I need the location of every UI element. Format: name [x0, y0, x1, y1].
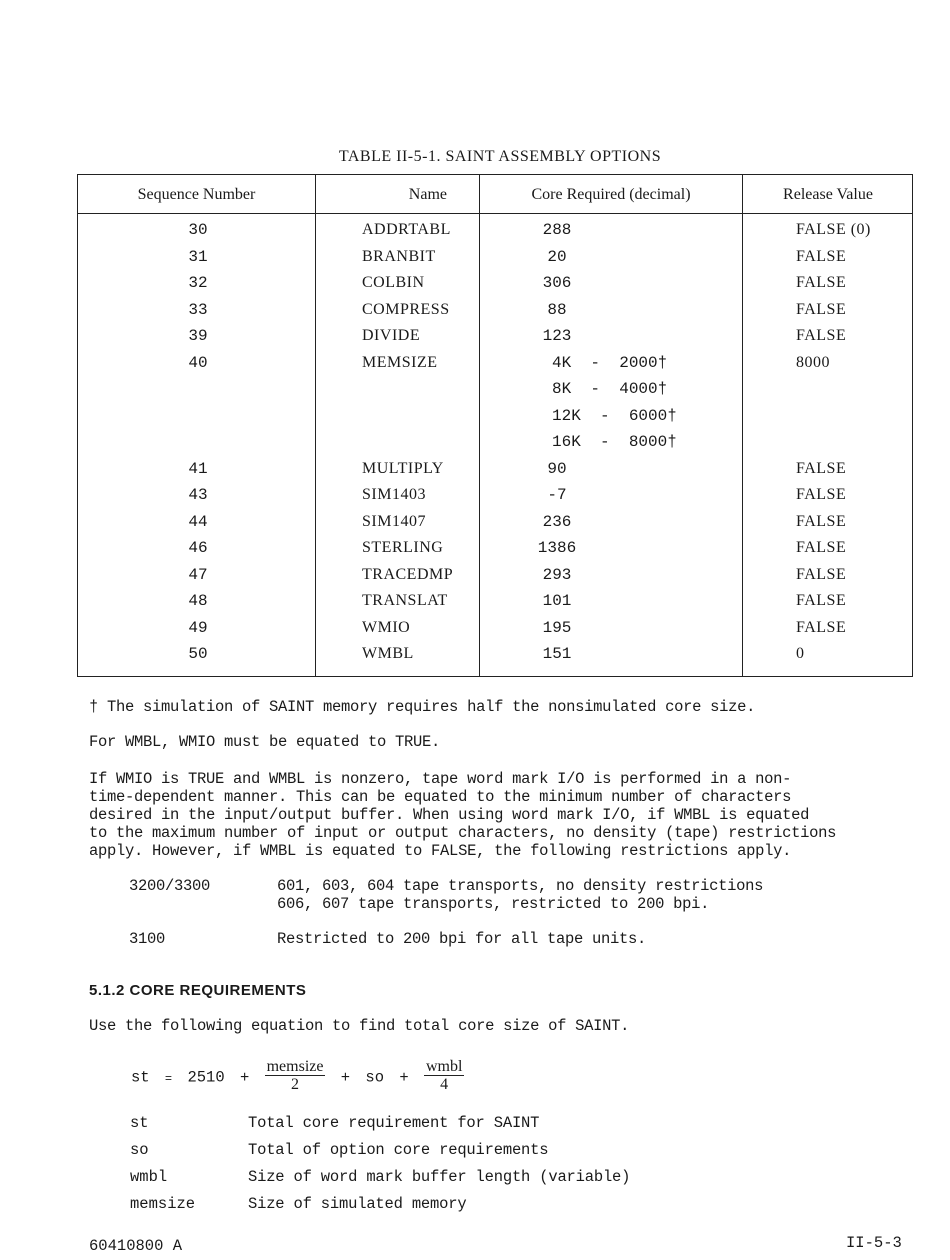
cell-sequence-number: 43 — [188, 486, 208, 504]
cell-sequence-number: 44 — [188, 512, 208, 531]
header-name: Name — [408, 186, 447, 203]
cell-release-value: FALSE — [796, 565, 847, 583]
cell-core-required: 306 — [542, 274, 572, 292]
fraction-denominator: 2 — [291, 1076, 300, 1093]
cell-sequence-number: 47 — [188, 565, 208, 584]
header-core-required: Core Required (decimal) — [531, 186, 691, 203]
cell-core-required: 20 — [547, 247, 567, 266]
equation-plus: + — [340, 1068, 351, 1087]
document-number: 60410800 A — [89, 1237, 183, 1255]
cell-release-value: FALSE — [796, 592, 847, 609]
restriction-model: 3200/3300 — [129, 877, 211, 895]
core-equation — [131, 1060, 464, 1095]
cell-release-value: 0 — [796, 645, 805, 662]
cell-release-value: FALSE — [796, 274, 847, 291]
column-divider — [315, 175, 316, 676]
restriction-detail — [277, 877, 917, 913]
definition-term: memsize — [130, 1195, 196, 1213]
cell-name: WMIO — [362, 618, 411, 636]
cell-sequence-number: 39 — [188, 327, 208, 345]
cell-memsize-option: 16K - 8000† — [552, 433, 677, 451]
cell-name: MULTIPLY — [362, 459, 444, 477]
paragraph-line: apply. However, if WMBL is equated to FALSE, the following restrictions apply. — [89, 842, 792, 860]
cell-core-required: 88 — [547, 300, 567, 319]
cell-core-required: 288 — [542, 221, 572, 239]
equation-fraction-wmbl — [424, 1058, 464, 1093]
page-number: II-5-3 — [846, 1234, 902, 1252]
cell-core-required: 195 — [542, 618, 572, 637]
column-divider — [742, 175, 743, 676]
definition-description: Size of word mark buffer length (variable) — [248, 1168, 631, 1186]
cell-sequence-number: 32 — [188, 274, 208, 292]
cell-release-value: FALSE — [796, 539, 847, 556]
section-intro: Use the following equation to find total core size of SAINT. — [89, 1017, 630, 1035]
equation-equals: = — [164, 1071, 173, 1086]
cell-release-value: FALSE — [796, 300, 847, 318]
definition-term: so — [130, 1141, 149, 1159]
cell-sequence-number: 46 — [188, 539, 208, 557]
fraction-numerator: memsize — [266, 1058, 324, 1075]
cell-release-value: FALSE (0) — [796, 221, 871, 238]
cell-sequence-number: 49 — [188, 618, 208, 637]
cell-memsize-option: 4K - 2000† — [552, 353, 668, 372]
cell-sequence-number: 48 — [188, 592, 208, 610]
restriction-line: Restricted to 200 bpi for all tape units. — [277, 930, 647, 948]
definition-term: wmbl — [130, 1168, 168, 1186]
cell-core-required: 90 — [547, 459, 567, 478]
cell-name: SIM1403 — [362, 486, 426, 503]
cell-name: ADDRTABL — [362, 221, 451, 238]
cell-sequence-number: 40 — [188, 353, 208, 372]
header-release-value: Release Value — [783, 186, 873, 203]
header-divider — [78, 213, 912, 214]
cell-release-value: FALSE — [796, 459, 847, 477]
cell-name: COLBIN — [362, 274, 425, 291]
cell-sequence-number: 33 — [188, 300, 208, 319]
paragraph-line: If WMIO is TRUE and WMBL is nonzero, tape word mark I/O is performed in a non- — [89, 770, 792, 788]
restriction-detail — [277, 930, 917, 948]
cell-memsize-option: 8K - 4000† — [552, 380, 668, 398]
cell-core-required: 293 — [542, 565, 572, 584]
cell-core-required: -7 — [547, 486, 567, 504]
column-divider — [479, 175, 480, 676]
cell-release-value: FALSE — [796, 512, 847, 530]
equation-constant: 2510 — [187, 1068, 225, 1087]
equation-lhs: st — [131, 1068, 150, 1087]
cell-release-value: FALSE — [796, 486, 847, 503]
cell-core-required: 101 — [542, 592, 572, 610]
cell-name: STERLING — [362, 539, 444, 556]
equation-fraction-memsize — [265, 1058, 326, 1093]
cell-core-required: 151 — [542, 645, 572, 663]
paragraph-line: desired in the input/output buffer. When using word mark I/O, if WMBL is equated — [89, 806, 810, 824]
table-caption: TABLE II-5-1. SAINT ASSEMBLY OPTIONS — [338, 148, 662, 165]
wmio-paragraph — [89, 770, 909, 860]
cell-release-value: FALSE — [796, 327, 847, 344]
cell-name: BRANBIT — [362, 247, 436, 265]
cell-memsize-option: 12K - 6000† — [552, 406, 677, 425]
fraction-numerator: wmbl — [425, 1058, 463, 1075]
section-heading: 5.1.2 CORE REQUIREMENTS — [89, 982, 307, 999]
cell-core-required: 236 — [542, 512, 572, 531]
cell-release-value: FALSE — [796, 247, 847, 265]
equation-so: so — [365, 1068, 385, 1087]
paragraph-line: time-dependent manner. This can be equated to the minimum number of characters — [89, 788, 792, 806]
restriction-line: 606, 607 tape transports, restricted to 200 bpi. — [277, 895, 710, 913]
definition-description: Total of option core requirements — [248, 1141, 549, 1159]
cell-name: MEMSIZE — [362, 353, 438, 371]
equation-plus: + — [239, 1068, 250, 1087]
cell-release-value: FALSE — [796, 618, 847, 636]
footnote: † The simulation of SAINT memory requires half the nonsimulated core size. — [89, 698, 756, 716]
cell-release-value: 8000 — [796, 353, 830, 371]
header-sequence-number: Sequence Number — [137, 186, 256, 203]
cell-sequence-number: 31 — [188, 247, 208, 266]
definition-description: Total core requirement for SAINT — [248, 1114, 540, 1132]
cell-sequence-number: 30 — [188, 221, 208, 239]
fraction-denominator: 4 — [440, 1076, 449, 1093]
restriction-model: 3100 — [129, 930, 166, 948]
cell-sequence-number: 41 — [188, 459, 208, 478]
cell-core-required: 1386 — [537, 539, 577, 557]
cell-name: TRANSLAT — [362, 592, 448, 609]
cell-core-required: 123 — [542, 327, 572, 345]
equation-plus: + — [399, 1068, 409, 1087]
definition-term: st — [130, 1114, 149, 1132]
wmbl-note: For WMBL, WMIO must be equated to TRUE. — [89, 733, 441, 751]
paragraph-line: to the maximum number of input or output characters, no density (tape) restrictions — [89, 824, 837, 842]
cell-name: WMBL — [362, 645, 414, 662]
assembly-options-table — [77, 174, 913, 677]
restriction-line: 601, 603, 604 tape transports, no density restrictions — [277, 877, 764, 895]
cell-name: COMPRESS — [362, 300, 450, 318]
cell-sequence-number: 50 — [188, 645, 208, 663]
cell-name: SIM1407 — [362, 512, 426, 530]
definition-description: Size of simulated memory — [248, 1195, 467, 1213]
cell-name: TRACEDMP — [362, 565, 454, 583]
cell-name: DIVIDE — [362, 327, 421, 344]
